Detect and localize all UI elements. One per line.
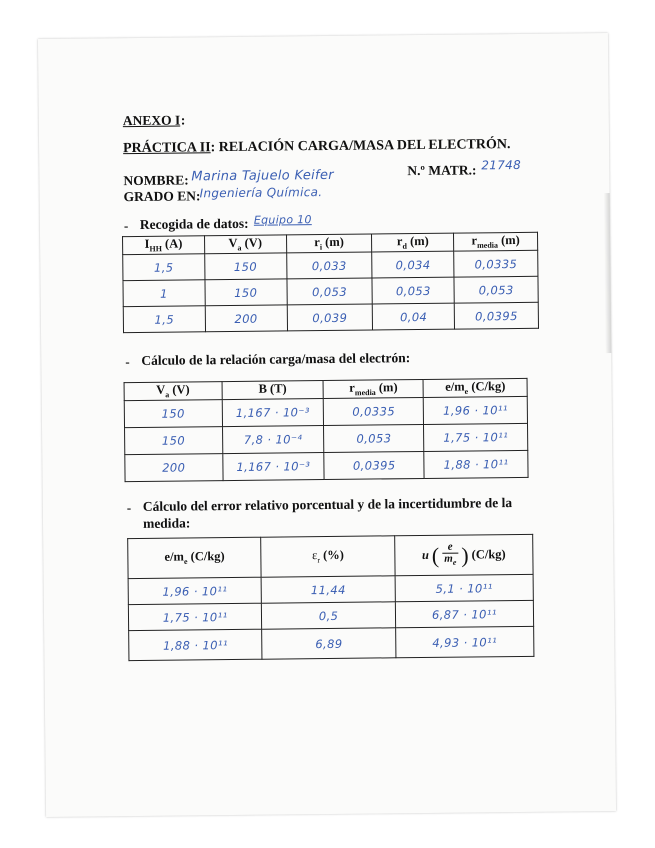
table-cell: 1,167 · 10⁻³ — [222, 453, 324, 481]
table-cell: 200 — [205, 305, 287, 332]
table-row — [125, 423, 528, 454]
table-cell: 200 — [125, 454, 223, 482]
table-cell: 0,034 — [372, 251, 454, 278]
header-cell: $\varepsilon_r$ (%) — [261, 536, 395, 577]
table-cell: 1,88 · 10¹¹ — [424, 450, 528, 478]
team-value: Equipo 10 — [253, 213, 312, 227]
table-cell: 150 — [125, 427, 223, 455]
table-cell: 0,0335 — [454, 250, 538, 277]
degree-label: GRADO EN: — [123, 188, 201, 205]
matr-value: 21748 — [481, 157, 522, 173]
section3-line2: medida: — [142, 515, 191, 531]
table-cell: 0,5 — [262, 602, 396, 629]
table-row — [124, 396, 527, 427]
header-cell: $r_i$ (m) — [286, 234, 372, 253]
table-cell: 0,0395 — [324, 451, 424, 479]
table-cell: 0,0395 — [454, 302, 538, 329]
header-cell: $r_d$ (m) — [372, 233, 454, 252]
practice-label: PRÁCTICA II — [123, 140, 211, 157]
charge-mass-table — [124, 378, 529, 482]
table-cell: 7,8 · 10⁻⁴ — [222, 426, 324, 454]
uncertainty-symbol: u — [421, 547, 429, 563]
section3-line1: Cálculo del error relativo porcentual y de la incertidumbre de la — [142, 495, 513, 514]
table-row — [129, 626, 534, 660]
table-cell: 0,053 — [372, 277, 454, 304]
table-cell: 1,75 · 10¹¹ — [424, 423, 528, 451]
error-table — [127, 534, 534, 661]
table-cell: 1 — [123, 280, 205, 307]
section3-bullet: - — [126, 500, 132, 516]
table-cell: 0,053 — [454, 276, 538, 303]
table-cell: 6,89 — [262, 628, 396, 659]
table-cell: 5,1 · 10¹¹ — [395, 574, 533, 601]
data-table — [122, 232, 539, 333]
header-cell: B (T) — [222, 381, 324, 400]
table-cell: 0,053 — [286, 278, 372, 305]
table-cell: 1,75 · 10¹¹ — [128, 603, 262, 630]
section2-label: Cálculo de la relación carga/masa del electrón: — [141, 350, 411, 368]
table-cell: 150 — [205, 279, 287, 306]
table-cell: 1,96 · 10¹¹ — [128, 577, 262, 604]
name-value: Marina Tajuelo Keifer — [191, 167, 334, 185]
section1-bullet: - — [123, 218, 129, 234]
document-sheet — [38, 33, 616, 817]
table-cell: 4,93 · 10¹¹ — [395, 626, 533, 657]
table-cell: 1,96 · 10¹¹ — [423, 396, 527, 424]
table-cell: 0,053 — [324, 424, 424, 452]
table-cell: 0,04 — [373, 303, 455, 330]
table-cell: 0,033 — [286, 252, 372, 279]
practice-heading — [123, 137, 511, 157]
table-cell: 1,88 · 10¹¹ — [129, 629, 263, 660]
table-cell: 11,44 — [261, 576, 395, 603]
annex-colon: : — [180, 112, 186, 128]
table-cell: 1,5 — [123, 306, 205, 333]
charge-mass-fraction: $\frac{e}{m_e}$ — [442, 542, 458, 568]
table-cell: 150 — [124, 400, 222, 428]
table-cell: 0,039 — [287, 304, 373, 331]
header-cell: $r_{media}$ (m) — [454, 232, 538, 251]
section1-label: Recogida de datos: — [139, 215, 249, 232]
header-cell: u ( $\frac{e}{m_e}$ ) (C/kg) — [394, 534, 533, 575]
annex-title: ANEXO I — [122, 112, 181, 129]
name-label: NOMBRE: — [123, 172, 189, 189]
table-cell: 6,87 · 10¹¹ — [395, 600, 533, 627]
section2-bullet: - — [125, 354, 130, 370]
table-cell: 1,5 — [123, 254, 205, 281]
header-cell: $e/m_e$ (C/kg) — [128, 537, 262, 578]
matr-label: N.º MATR.: — [407, 162, 477, 179]
header-cell: $e/m_e$ (C/kg) — [423, 378, 527, 397]
table-row — [125, 450, 528, 481]
header-cell: $I_{HH}$ (A) — [123, 236, 205, 255]
error-table-header — [128, 534, 533, 578]
header-cell: $r_{media}$ (m) — [323, 379, 423, 398]
table-row — [123, 302, 538, 332]
table-cell: 0,0335 — [324, 397, 424, 425]
table-cell: 150 — [204, 253, 286, 280]
header-cell: $V_a$ (V) — [204, 235, 286, 254]
header-cell: $V_a$ (V) — [124, 382, 222, 401]
degree-value: Ingeniería Química. — [199, 185, 323, 201]
table-cell: 1,167 · 10⁻³ — [222, 399, 324, 427]
practice-title: : RELACIÓN CARGA/MASA DEL ELECTRÓN. — [210, 137, 511, 156]
